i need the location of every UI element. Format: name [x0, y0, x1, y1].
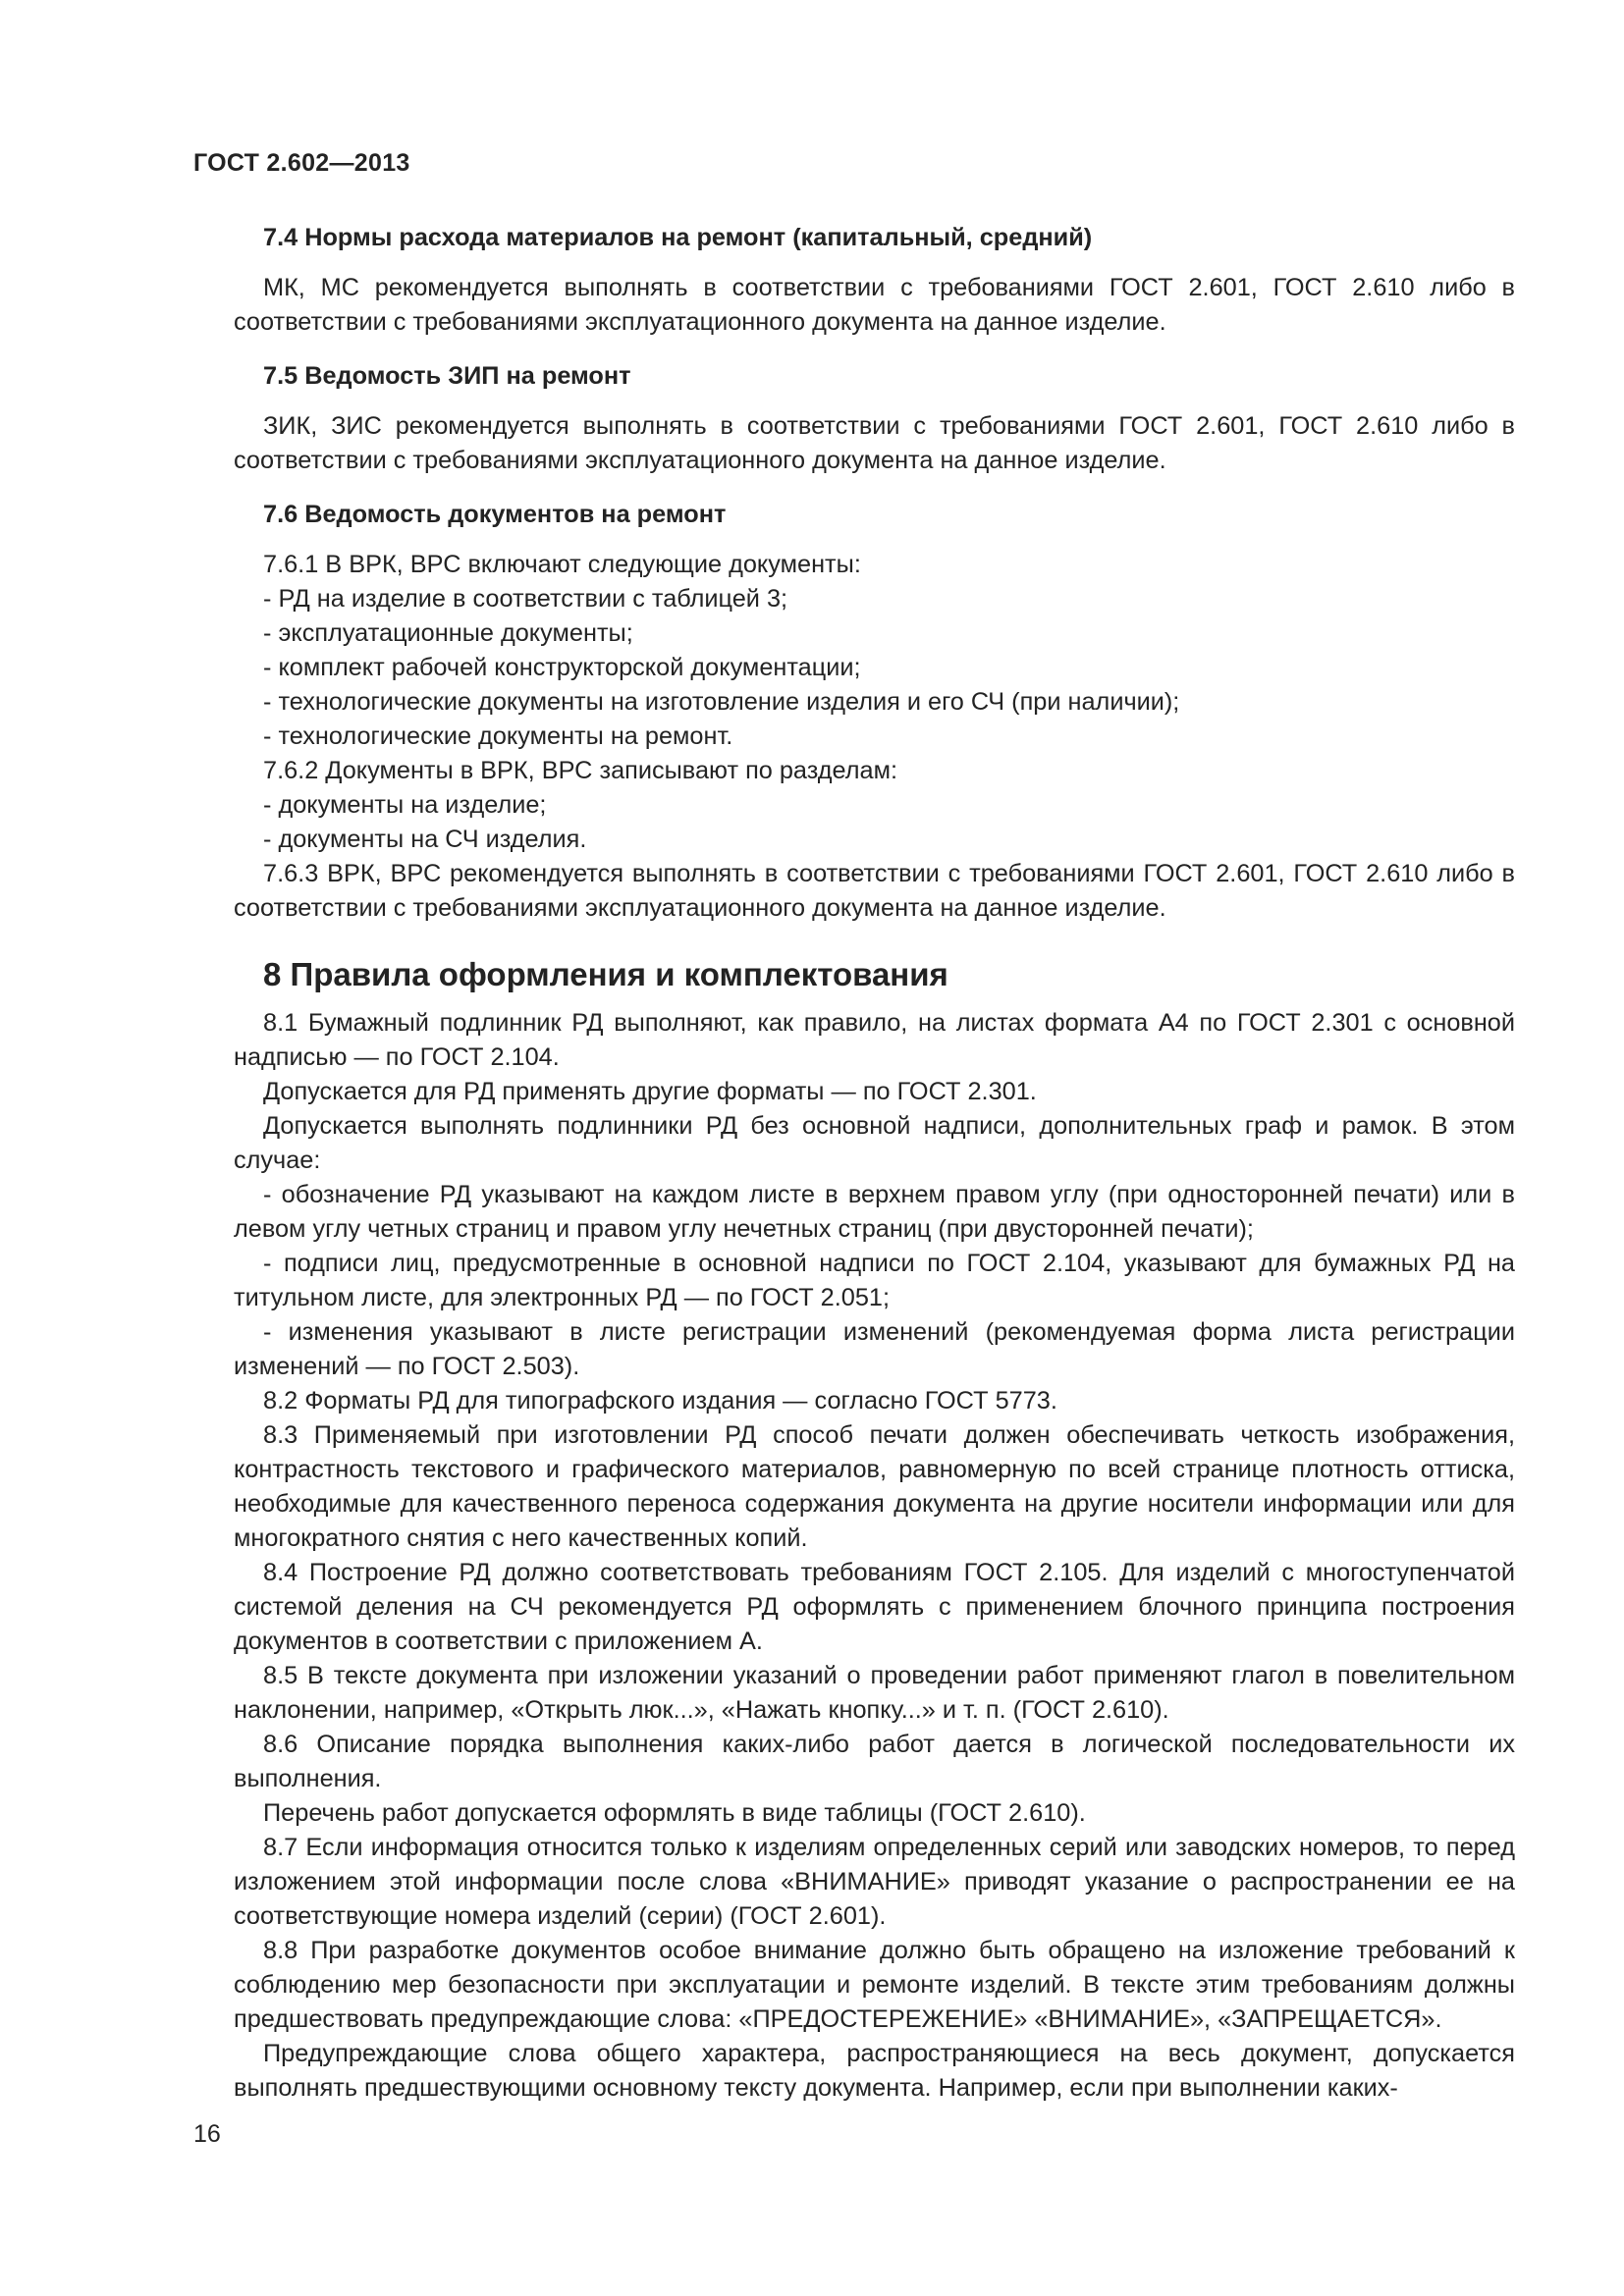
paragraph-7-6-2: 7.6.2 Документы в ВРК, ВРС записывают по разделам: [263, 757, 897, 784]
list-item: - комплект рабочей конструкторской документации; [263, 654, 861, 681]
paragraph: Предупреждающие слова общего характера, распространяющиеся на весь документ, допускается выполнять предшествующими основному тексту документа. Например, если при выполнении каких- [234, 2040, 1515, 2102]
list-item: - обозначение РД указывают на каждом листе в верхнем правом углу (при односторонней печати) или в левом углу четных страниц и правом углу нечетных страниц (при двусторонней печати); [234, 1181, 1515, 1243]
paragraph-8-3: 8.3 Применяемый при изготовлении РД способ печати должен обеспечивать четкость изображения, контрастность текстового и графического материалов, равномерную по всей странице плотность оттиска, необходимые для качественного переноса содержания документа на другие носители информации или для многократного снятия с него качественных копий. [234, 1421, 1515, 1552]
document-header-title: ГОСТ 2.602—2013 [193, 149, 410, 177]
list-item: - технологические документы на изготовление изделия и его СЧ (при наличии); [263, 688, 1180, 716]
section-7-5-heading: 7.5 Ведомость ЗИП на ремонт [263, 362, 631, 390]
section-8-heading: 8 Правила оформления и комплектования [263, 956, 948, 992]
paragraph-8-7: 8.7 Если информация относится только к изделиям определенных серий или заводских номеров, то перед изложением этой информации после слова «ВНИМАНИЕ» приводят указание о распространении ее на соответствующие номера изделий (серии) (ГОСТ 2.601). [234, 1834, 1515, 1930]
list-item: - документы на СЧ изделия. [263, 826, 587, 853]
section-7-4-text: МК, МС рекомендуется выполнять в соответствии с требованиями ГОСТ 2.601, ГОСТ 2.610 либо в соответствии с требованиями эксплуатационного документа на данное изделие. [234, 274, 1515, 336]
paragraph-7-6-1: 7.6.1 В ВРК, ВРС включают следующие документы: [263, 551, 861, 578]
paragraph-7-6-3: 7.6.3 ВРК, ВРС рекомендуется выполнять в соответствии с требованиями ГОСТ 2.601, ГОСТ 2.610 либо в соответствии с требованиями эксплуатационного документа на данное изделие. [234, 860, 1515, 922]
paragraph-8-5: 8.5 В тексте документа при изложении указаний о проведении работ применяют глагол в повелительном наклонении, например, «Открыть люк...», «Нажать кнопку...» и т. п. (ГОСТ 2.610). [234, 1662, 1515, 1724]
paragraph-8-6: 8.6 Описание порядка выполнения каких-либо работ дается в логической последовательности их выполнения. [234, 1731, 1515, 1792]
list-item: - изменения указывают в листе регистрации изменений (рекомендуемая форма листа регистрации изменений — по ГОСТ 2.503). [234, 1318, 1515, 1380]
list-item: - технологические документы на ремонт. [263, 722, 733, 750]
section-7-5-text: ЗИК, ЗИС рекомендуется выполнять в соответствии с требованиями ГОСТ 2.601, ГОСТ 2.610 либо в соответствии с требованиями эксплуатационного документа на данное изделие. [234, 412, 1515, 474]
paragraph: Допускается для РД применять другие форматы — по ГОСТ 2.301. [263, 1078, 1037, 1105]
list-item: - документы на изделие; [263, 791, 547, 819]
paragraph: Допускается выполнять подлинники РД без основной надписи, дополнительных граф и рамок. В этом случае: [234, 1112, 1515, 1174]
paragraph-8-2: 8.2 Форматы РД для типографского издания — согласно ГОСТ 5773. [263, 1387, 1057, 1415]
section-7-4-heading: 7.4 Нормы расхода материалов на ремонт (капитальный, средний) [263, 224, 1093, 251]
paragraph-8-4: 8.4 Построение РД должно соответствовать требованиям ГОСТ 2.105. Для изделий с многоступенчатой системой деления на СЧ рекомендуется РД оформлять с применением блочного принципа построения документов в соответствии с приложением А. [234, 1559, 1515, 1655]
list-item: - подписи лиц, предусмотренные в основной надписи по ГОСТ 2.104, указывают для бумажных РД на титульном листе, для электронных РД — по ГОСТ 2.051; [234, 1250, 1515, 1311]
document-body [234, 221, 1515, 2106]
paragraph-8-8: 8.8 При разработке документов особое внимание должно быть обращено на изложение требований к соблюдению мер безопасности при эксплуатации и ремонте изделий. В тексте этим требованиям должны предшествовать предупреждающие слова: «ПРЕДОСТЕРЕЖЕНИЕ» «ВНИМАНИЕ», «ЗАПРЕЩАЕТСЯ». [234, 1937, 1515, 2033]
paragraph-8-1: 8.1 Бумажный подлинник РД выполняют, как правило, на листах формата А4 по ГОСТ 2.301 с основной надписью — по ГОСТ 2.104. [234, 1009, 1515, 1071]
page-number: 16 [193, 2120, 221, 2148]
list-item: - эксплуатационные документы; [263, 619, 633, 647]
list-item: - РД на изделие в соответствии с таблицей 3; [263, 585, 788, 613]
paragraph: Перечень работ допускается оформлять в виде таблицы (ГОСТ 2.610). [263, 1799, 1086, 1827]
section-7-6-heading: 7.6 Ведомость документов на ремонт [263, 501, 727, 528]
